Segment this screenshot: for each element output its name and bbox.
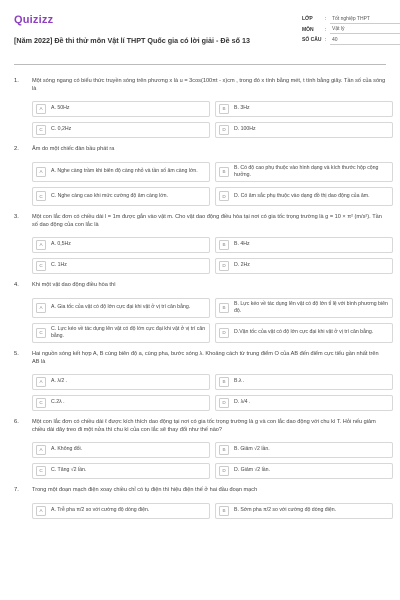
question-number: 1. [14,78,19,84]
option-c[interactable] [32,258,210,274]
option-c[interactable] [32,395,210,411]
option-text: A. 50Hz [51,105,70,112]
option-letter-box: A [36,445,46,455]
option-text: D.Vận tốc của vật có độ lớn cực đại khi vật ở vị trí cân bằng. [234,329,374,336]
option-text: D. λ/4 . [234,399,251,406]
document-title: [Năm 2022] Đề thi thử môn Vật lí THPT Quốc gia có lời giải - Đề số 13 [14,36,250,45]
option-letter-box: A [36,167,46,177]
question-list [14,78,386,527]
question-text: Trong một đoạn mạch điện xoay chiều chỉ có tụ điện thì hiệu điện thế ở hai đầu đoạn mạch [32,486,258,493]
option-text: A. Trễ pha π/2 so với cường độ dòng điện. [51,507,150,514]
option-d[interactable] [215,122,393,138]
option-text: C. Lực kéo về tác dụng lên vật có độ lớn cực đại khi vật ở vị trí cân bằng. [51,325,206,339]
option-letter-box: C [36,261,46,271]
meta-value: Tốt nghiệp THPT [330,15,400,24]
option-a[interactable] [32,374,210,390]
option-c[interactable] [32,323,210,343]
option-c[interactable] [32,187,210,206]
option-text: A. Gia tốc của vật có độ lớn cực đại khi vật ở vị trí cân bằng. [51,304,191,311]
option-a[interactable] [32,503,210,519]
question-text: Khi một vật dao động điều hòa thì [32,281,116,288]
option-b[interactable] [215,298,393,318]
question-5 [14,351,386,411]
option-text: B. 3Hz [234,105,250,112]
option-c[interactable] [32,122,210,138]
question-4 [14,282,386,343]
option-letter-box: A [36,104,46,114]
option-grid [32,162,386,206]
option-text: D. Giảm √2 lần. [234,467,271,474]
question-number: 3. [14,213,19,220]
option-text: A. 0,5Hz [51,241,71,248]
option-text: C. Tăng √2 lần. [51,467,87,474]
meta-separator: : [325,16,327,23]
option-letter-box: A [36,377,46,387]
meta-value: Vật lý [330,25,400,34]
option-text: D. 2Hz [234,262,250,269]
option-text: B. Giảm √2 lần. [234,446,270,453]
question-text: Hai nguồn sóng kết hợp A, B cùng biên độ a, cùng pha, bước sóng λ. Khoảng cách từ trung điểm O của AB đến điểm cực tiểu gần nhất trên AB là [32,350,379,365]
meta-separator: : [325,26,327,33]
option-letter-box: C [36,328,46,338]
option-text: A. Không đổi. [51,446,83,453]
option-letter-box: B [219,506,229,516]
option-d[interactable] [215,258,393,274]
header-divider [14,64,386,65]
option-a[interactable] [32,298,210,318]
option-letter-box: D [219,466,229,476]
option-b[interactable] [215,503,393,519]
option-a[interactable] [32,162,210,182]
option-b[interactable] [215,374,393,390]
question-2 [14,146,386,206]
meta-row-class [302,14,400,25]
meta-label: LỚP [302,16,313,23]
quizizz-logo: Quizizz [14,14,54,26]
option-b[interactable] [215,237,393,253]
meta-row-subject [302,25,400,36]
question-text: Một con lắc đơn có chiều dài ℓ được kích thích dao động tại nơi có gia tốc trọng trường là g và con lắc dao động với chu kì T. Hỏi nếu giảm chiều dài dây treo đi một nửa thì chu kì của con lắc sẽ thay đổi như thế nào? [32,418,376,433]
option-grid [32,374,386,411]
question-1 [14,78,386,138]
question-number: 7. [14,486,19,493]
question-7 [14,487,386,519]
option-letter-box: D [219,191,229,201]
option-letter-box: B [219,303,229,313]
question-6 [14,419,386,479]
question-number: 4. [14,281,19,288]
option-d[interactable] [215,323,393,343]
option-text: C. 1Hz [51,262,67,269]
meta-value: 40 [330,36,400,45]
option-letter-box: C [36,466,46,476]
option-letter-box: B [219,167,229,177]
question-number: 5. [14,350,19,357]
option-text: C. Nghe càng cao khi mức cường độ âm càng lớn. [51,192,168,199]
option-c[interactable] [32,463,210,479]
option-letter-box: B [219,240,229,250]
option-b[interactable] [215,101,393,117]
option-text: B. Lực kéo về tác dụng lên vật có độ lớn tỉ lệ với bình phương biên độ. [234,300,388,314]
question-3 [14,214,386,274]
question-text: Một sóng ngang có biểu thức truyền sóng trên phương x là u = 3cos(100πt - x)cm , trong đó x tính bằng mét, t tính bằng giây. Tần số của sóng là [32,78,386,92]
option-b[interactable] [215,162,393,182]
option-letter-box: A [36,303,46,313]
option-grid [32,237,386,274]
option-letter-box: D [219,261,229,271]
option-a[interactable] [32,442,210,458]
option-d[interactable] [215,395,393,411]
option-text: B. Sớm pha π/2 so với cường độ dòng điện. [234,507,337,514]
header [14,10,386,60]
option-a[interactable] [32,101,210,117]
option-text: D. Có âm sắc phụ thuộc vào dạng đồ thị dao động của âm. [234,192,370,199]
option-letter-box: B [219,445,229,455]
option-letter-box: B [219,104,229,114]
option-a[interactable] [32,237,210,253]
option-text: B. Có độ cao phụ thuộc vào hình dạng và kích thước hộp cộng hưởng. [234,164,379,178]
question-number: 2. [14,145,19,152]
option-text: A. Nghe càng trầm khi biên độ càng nhỏ và tần số âm càng lớn. [51,168,198,175]
question-text: Một con lắc đơn có chiều dài l = 1m được gắn vào vật m. Cho vật dao động điều hòa tại nơi có gia tốc trọng trường là g = 10 × π² (m/s²). Tần số dao động của con lắc là [32,213,382,228]
meta-label: SỐ CÂU [302,37,322,44]
meta-separator: : [325,37,327,44]
meta-table [302,14,400,46]
option-letter-box: A [36,240,46,250]
question-text: Âm do một chiếc đàn bầu phát ra [32,145,115,152]
option-grid [32,442,386,479]
option-text: A. λ/2 . [51,378,68,385]
option-letter-box: D [219,125,229,135]
meta-label: MÔN [302,26,314,33]
option-text: D. 100Hz [234,126,256,133]
option-text: C.2λ . [51,399,65,406]
option-letter-box: B [219,377,229,387]
option-text: B.λ . [234,378,245,385]
option-letter-box: C [36,125,46,135]
option-letter-box: A [36,506,46,516]
option-letter-box: C [36,191,46,201]
question-number: 6. [14,418,19,425]
option-text: C. 0,2Hz [51,126,72,133]
option-grid [32,298,386,343]
option-d[interactable] [215,187,393,206]
option-grid [32,101,386,138]
option-d[interactable] [215,463,393,479]
option-letter-box: D [219,398,229,408]
option-text: B. 4Hz [234,241,250,248]
option-b[interactable] [215,442,393,458]
option-grid [32,503,386,519]
meta-row-count [302,35,400,46]
option-letter-box: D [219,328,229,338]
option-letter-box: C [36,398,46,408]
